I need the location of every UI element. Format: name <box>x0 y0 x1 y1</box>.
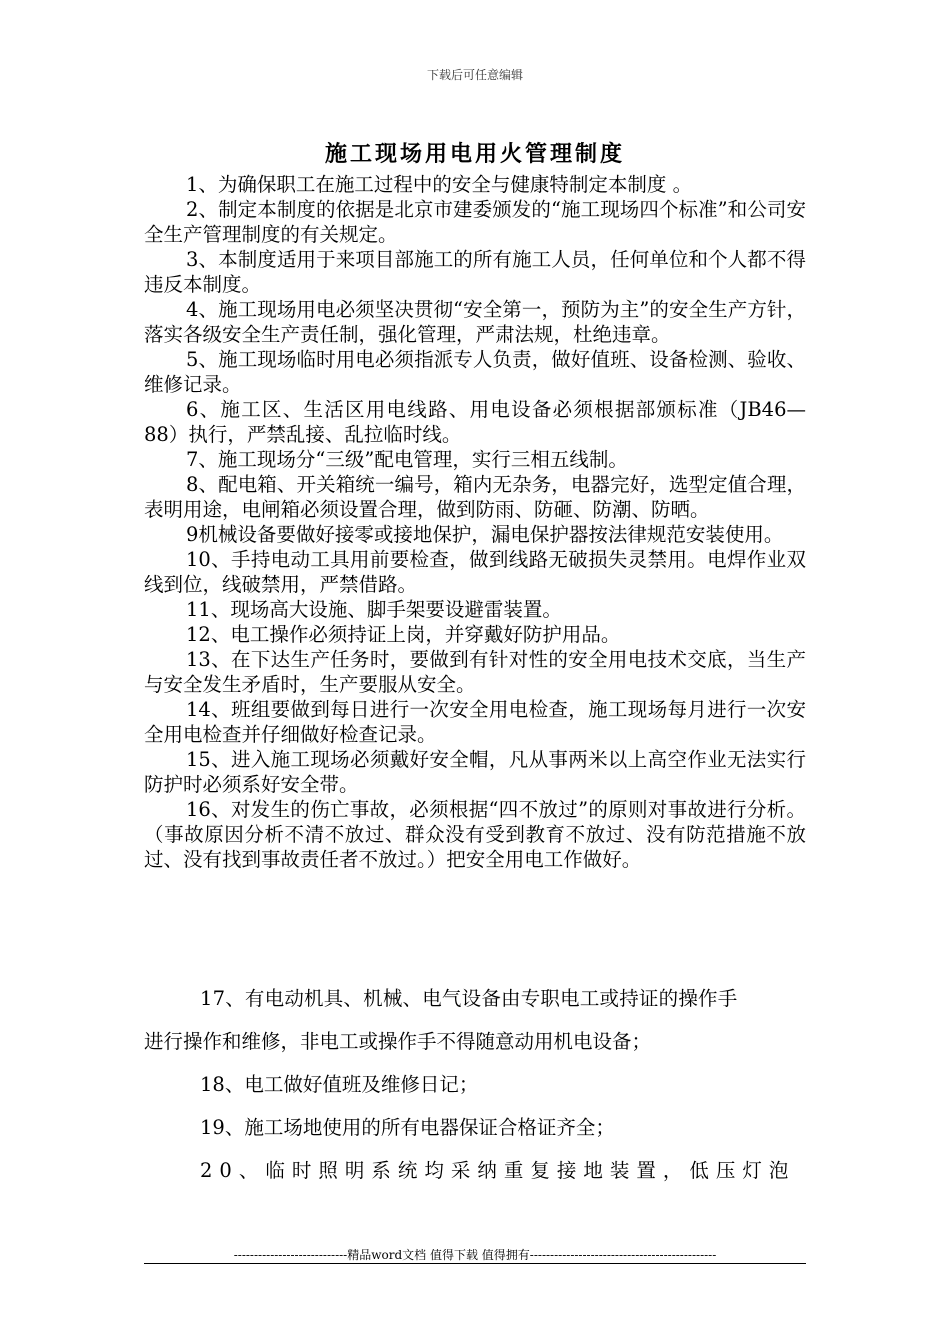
paragraph-15: 15、进入施工现场必须戴好安全帽，凡从事两米以上高空作业无法实行防护时必须系好安全带。 <box>144 748 806 796</box>
paragraph-7: 7、施工现场分“三级”配电管理，实行三相五线制。 <box>186 448 628 471</box>
paragraph-6: 6、施工区、生活区用电线路、用电设备必须根据部颁标准（JB46—88）执行，严禁乱接、乱拉临时线。 <box>144 398 806 446</box>
paragraph-17-line-1: 17、有电动机具、机械、电气设备由专职电工或持证的操作手 <box>200 987 738 1010</box>
paragraph-5: 5、施工现场临时用电必须指派专人负责，做好值班、设备检测、验收、维修记录。 <box>144 348 806 396</box>
paragraph-17-line-2: 进行操作和维修，非电工或操作手不得随意动用机电设备； <box>144 1030 652 1053</box>
footer-note: ----------------------------精品word文档 值得下载 值得拥有---------------------------------------------- <box>233 1248 717 1262</box>
paragraph-16: 16、对发生的伤亡事故，必须根据“四不放过”的原则对事故进行分析。（事故原因分析不清不放过、群众没有受到教育不放过、没有防范措施不放过、没有找到事故责任者不放过。）把安全用电工作做好。 <box>144 798 806 871</box>
paragraph-13: 13、在下达生产任务时，要做到有针对性的安全用电技术交底，当生产与安全发生矛盾时，生产要服从安全。 <box>144 648 806 696</box>
paragraph-8: 8、配电箱、开关箱统一编号，箱内无杂务，电器完好，选型定值合理，表明用途，电闸箱必须设置合理，做到防雨、防砸、防潮、防晒。 <box>144 473 806 521</box>
paragraph-14: 14、班组要做到每日进行一次安全用电检查，施工现场每月进行一次安全用电检查并仔细做好检查记录。 <box>144 698 806 746</box>
paragraph-2: 2、制定本制度的依据是北京市建委颁发的“施工现场四个标准”和公司安全生产管理制度的有关规定。 <box>144 198 806 246</box>
paragraph-20: 20、临时照明系统均采纳重复接地装置，低压灯泡 <box>200 1159 796 1182</box>
paragraph-12: 12、电工操作必须持证上岗，并穿戴好防护用品。 <box>186 623 621 646</box>
paragraph-11: 11、现场高大设施、脚手架要设避雷装置。 <box>186 598 562 621</box>
header-note: 下载后可任意编辑 <box>426 68 523 82</box>
paragraph-10: 10、手持电动工具用前要检查，做到线路无破损失灵禁用。电焊作业双线到位，线破禁用，严禁借路。 <box>144 548 806 596</box>
footer-rule <box>144 1263 806 1264</box>
paragraph-19: 19、施工场地使用的所有电器保证合格证齐全； <box>200 1116 615 1139</box>
paragraph-9: 9机械设备要做好接零或接地保护，漏电保护器按法律规范安装使用。 <box>186 523 784 546</box>
paragraph-3: 3、本制度适用于来项目部施工的所有施工人员，任何单位和个人都不得违反本制度。 <box>144 248 806 296</box>
paragraph-4: 4、施工现场用电必须坚决贯彻“安全第一，预防为主”的安全生产方针，落实各级安全生产责任制，强化管理，严肃法规，杜绝违章。 <box>144 298 806 346</box>
page-title: 施工现场用电用火管理制度 <box>324 141 625 167</box>
paragraph-18: 18、电工做好值班及维修日记； <box>200 1073 479 1096</box>
body-text <box>144 172 806 872</box>
paragraph-1: 1、为确保职工在施工过程中的安全与健康特制定本制度 。 <box>186 173 693 196</box>
